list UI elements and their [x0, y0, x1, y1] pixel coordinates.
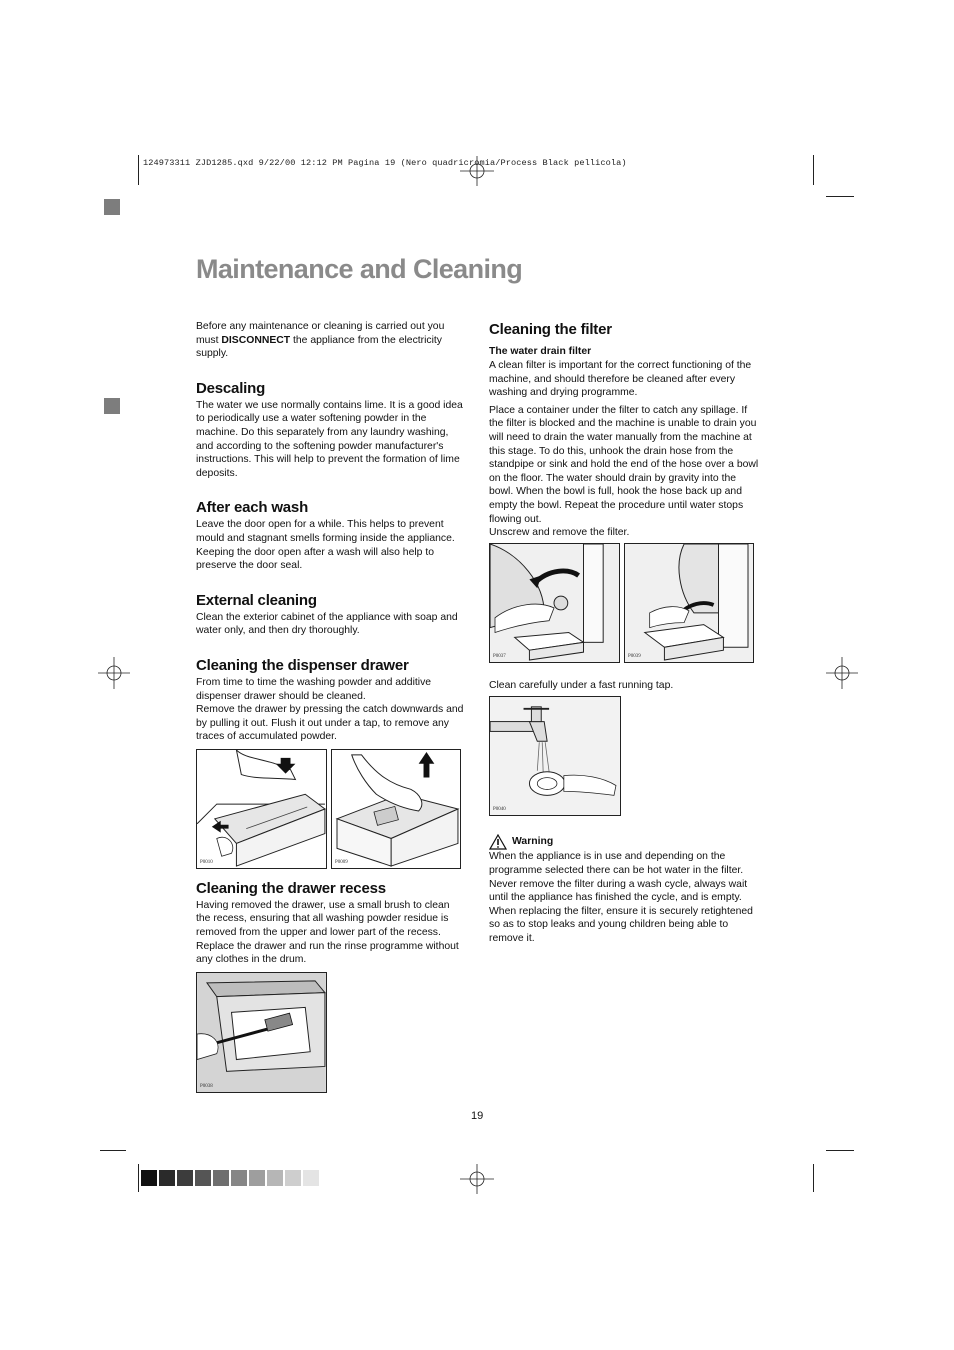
- figure-code: P0039: [628, 653, 641, 659]
- section-heading-filter: Cleaning the filter: [489, 321, 612, 338]
- warning-heading: [489, 834, 761, 850]
- color-swatch: [231, 1170, 247, 1186]
- filter-remove-illustration: [625, 544, 753, 662]
- color-swatch: [195, 1170, 211, 1186]
- figure-code: P0010: [200, 859, 213, 865]
- print-slug: 124973311 ZJD1285.qxd 9/22/00 12:12 PM Pagina 19 (Nero quadricromia/Process Black pellicola): [143, 158, 627, 168]
- section-body: Having removed the drawer, use a small brush to clean the recess, ensuring that all washing powder residue is removed from the upper and lower part of the recess. Replace the drawer and run the rinse programme without any clothes in the drum.: [196, 899, 459, 966]
- section-heading: Cleaning the dispenser drawer: [196, 656, 409, 674]
- crop-mark: [138, 1164, 139, 1192]
- registration-mark-icon: [826, 657, 858, 689]
- section-body: Clean the exterior cabinet of the appliance with soap and water only, and then dry thoroughly.: [196, 611, 458, 637]
- section-descaling: [196, 379, 464, 481]
- crop-mark: [138, 155, 139, 185]
- color-swatch: [213, 1170, 229, 1186]
- section-heading: External cleaning: [196, 591, 317, 609]
- crop-mark: [100, 1150, 126, 1151]
- filter-paragraph: Clean carefully under a fast running tap.: [489, 679, 674, 691]
- figure-code: P0037: [493, 653, 506, 659]
- section-body: Remove the drawer by pressing the catch downwards and by pulling it out. Flush it out under a tap, to remove any traces of accumulated powder.: [196, 704, 464, 743]
- figure-code: P0040: [493, 807, 506, 813]
- section-dispenser-drawer: [196, 656, 464, 869]
- section-body: Leave the door open for a while. This helps to prevent mould and stagnant smells forming inside the appliance. Keeping the door open after a wash will also help to preserve the door seal.: [196, 519, 455, 572]
- disconnect-emphasis: DISCONNECT: [221, 334, 291, 346]
- section-body: The water we use normally contains lime. It is a good idea to periodically use a water softening powder in the machine. Do this separately from any laundry washing, and according to the softening powder manufacturer's instructions. This will help to prevent the formation of lime deposits.: [196, 399, 463, 479]
- registration-mark-icon: [460, 1164, 494, 1194]
- figure-code: P0009: [335, 859, 348, 865]
- filter-paragraph: Unscrew and remove the filter.: [489, 527, 630, 539]
- figure-drawer-press: [196, 749, 327, 869]
- filter-unscrew-illustration: [490, 544, 619, 662]
- section-marker: [104, 199, 120, 215]
- drawer-lift-illustration: [332, 750, 460, 868]
- crop-mark: [813, 155, 814, 185]
- color-swatch: [285, 1170, 301, 1186]
- page-title: Maintenance and Cleaning: [196, 254, 523, 284]
- section-external-cleaning: [196, 591, 464, 638]
- color-swatch: [267, 1170, 283, 1186]
- filter-figures: [489, 543, 761, 663]
- page-number: 19: [471, 1110, 484, 1122]
- left-column: [196, 320, 464, 1093]
- section-heading: Cleaning the drawer recess: [196, 879, 386, 897]
- section-marker: [104, 398, 120, 414]
- drawer-figures: [196, 749, 464, 869]
- section-heading: After each wash: [196, 499, 309, 517]
- section-drawer-recess: [196, 879, 464, 1093]
- warning-label: Warning: [512, 836, 554, 848]
- section-after-each-wash: [196, 498, 464, 572]
- figure-filter-unscrew: [489, 543, 620, 663]
- color-swatch: [177, 1170, 193, 1186]
- crop-mark: [826, 1150, 854, 1151]
- right-column: [489, 320, 761, 945]
- color-swatch: [303, 1170, 319, 1186]
- color-swatch: [159, 1170, 175, 1186]
- section-body: From time to time the washing powder and additive dispenser drawer should be cleaned.: [196, 676, 432, 702]
- color-swatch: [249, 1170, 265, 1186]
- intro-paragraph: Before any maintenance or cleaning is carried out you must DISCONNECT the appliance from the electricity supply.: [196, 321, 445, 360]
- filter-paragraph: A clean filter is important for the correct functioning of the machine, and should therefore be cleaned after every washing and drying programme.: [489, 360, 752, 399]
- figure-drawer-lift: [331, 749, 461, 869]
- section-heading: Descaling: [196, 379, 266, 397]
- figure-code: P0038: [200, 1083, 213, 1089]
- crop-mark: [813, 1164, 814, 1192]
- warning-triangle-icon: [489, 834, 507, 850]
- warning-body: When the appliance is in use and depending on the programme selected there can be hot water in the filter. Never remove the filter during a wash cycle, always wait until the appliance has finished the cycle, and is empty. When replacing the filter, ensure it is securely retightened so as to stop leaks and young children being able to remove it.: [489, 851, 753, 944]
- registration-mark-icon: [98, 657, 130, 689]
- filter-paragraph: Place a container under the filter to catch any spillage. If the filter is blocked and the machine is unable to drain you will need to drain the water manually from the machine at this stage. To do this, unhook the drain hose from the standpipe or sink and hold the end of the hose over a bowl on the floor. The water should drain by gravity into the bowl. When the bowl is full, hook the hose back up and empty the bowl. Repeat the procedure until water stops flowing out.: [489, 404, 759, 525]
- subheading-drain-filter: The water drain filter: [489, 346, 592, 357]
- recess-brush-illustration: [197, 973, 326, 1092]
- figure-filter-remove: [624, 543, 754, 663]
- crop-mark: [826, 196, 854, 197]
- figure-recess-brush: [196, 972, 327, 1093]
- filter-tap-illustration: [490, 697, 620, 815]
- figure-filter-tap: [489, 696, 621, 816]
- color-swatch: [141, 1170, 157, 1186]
- drawer-press-illustration: [197, 750, 326, 868]
- color-bar: [141, 1170, 319, 1186]
